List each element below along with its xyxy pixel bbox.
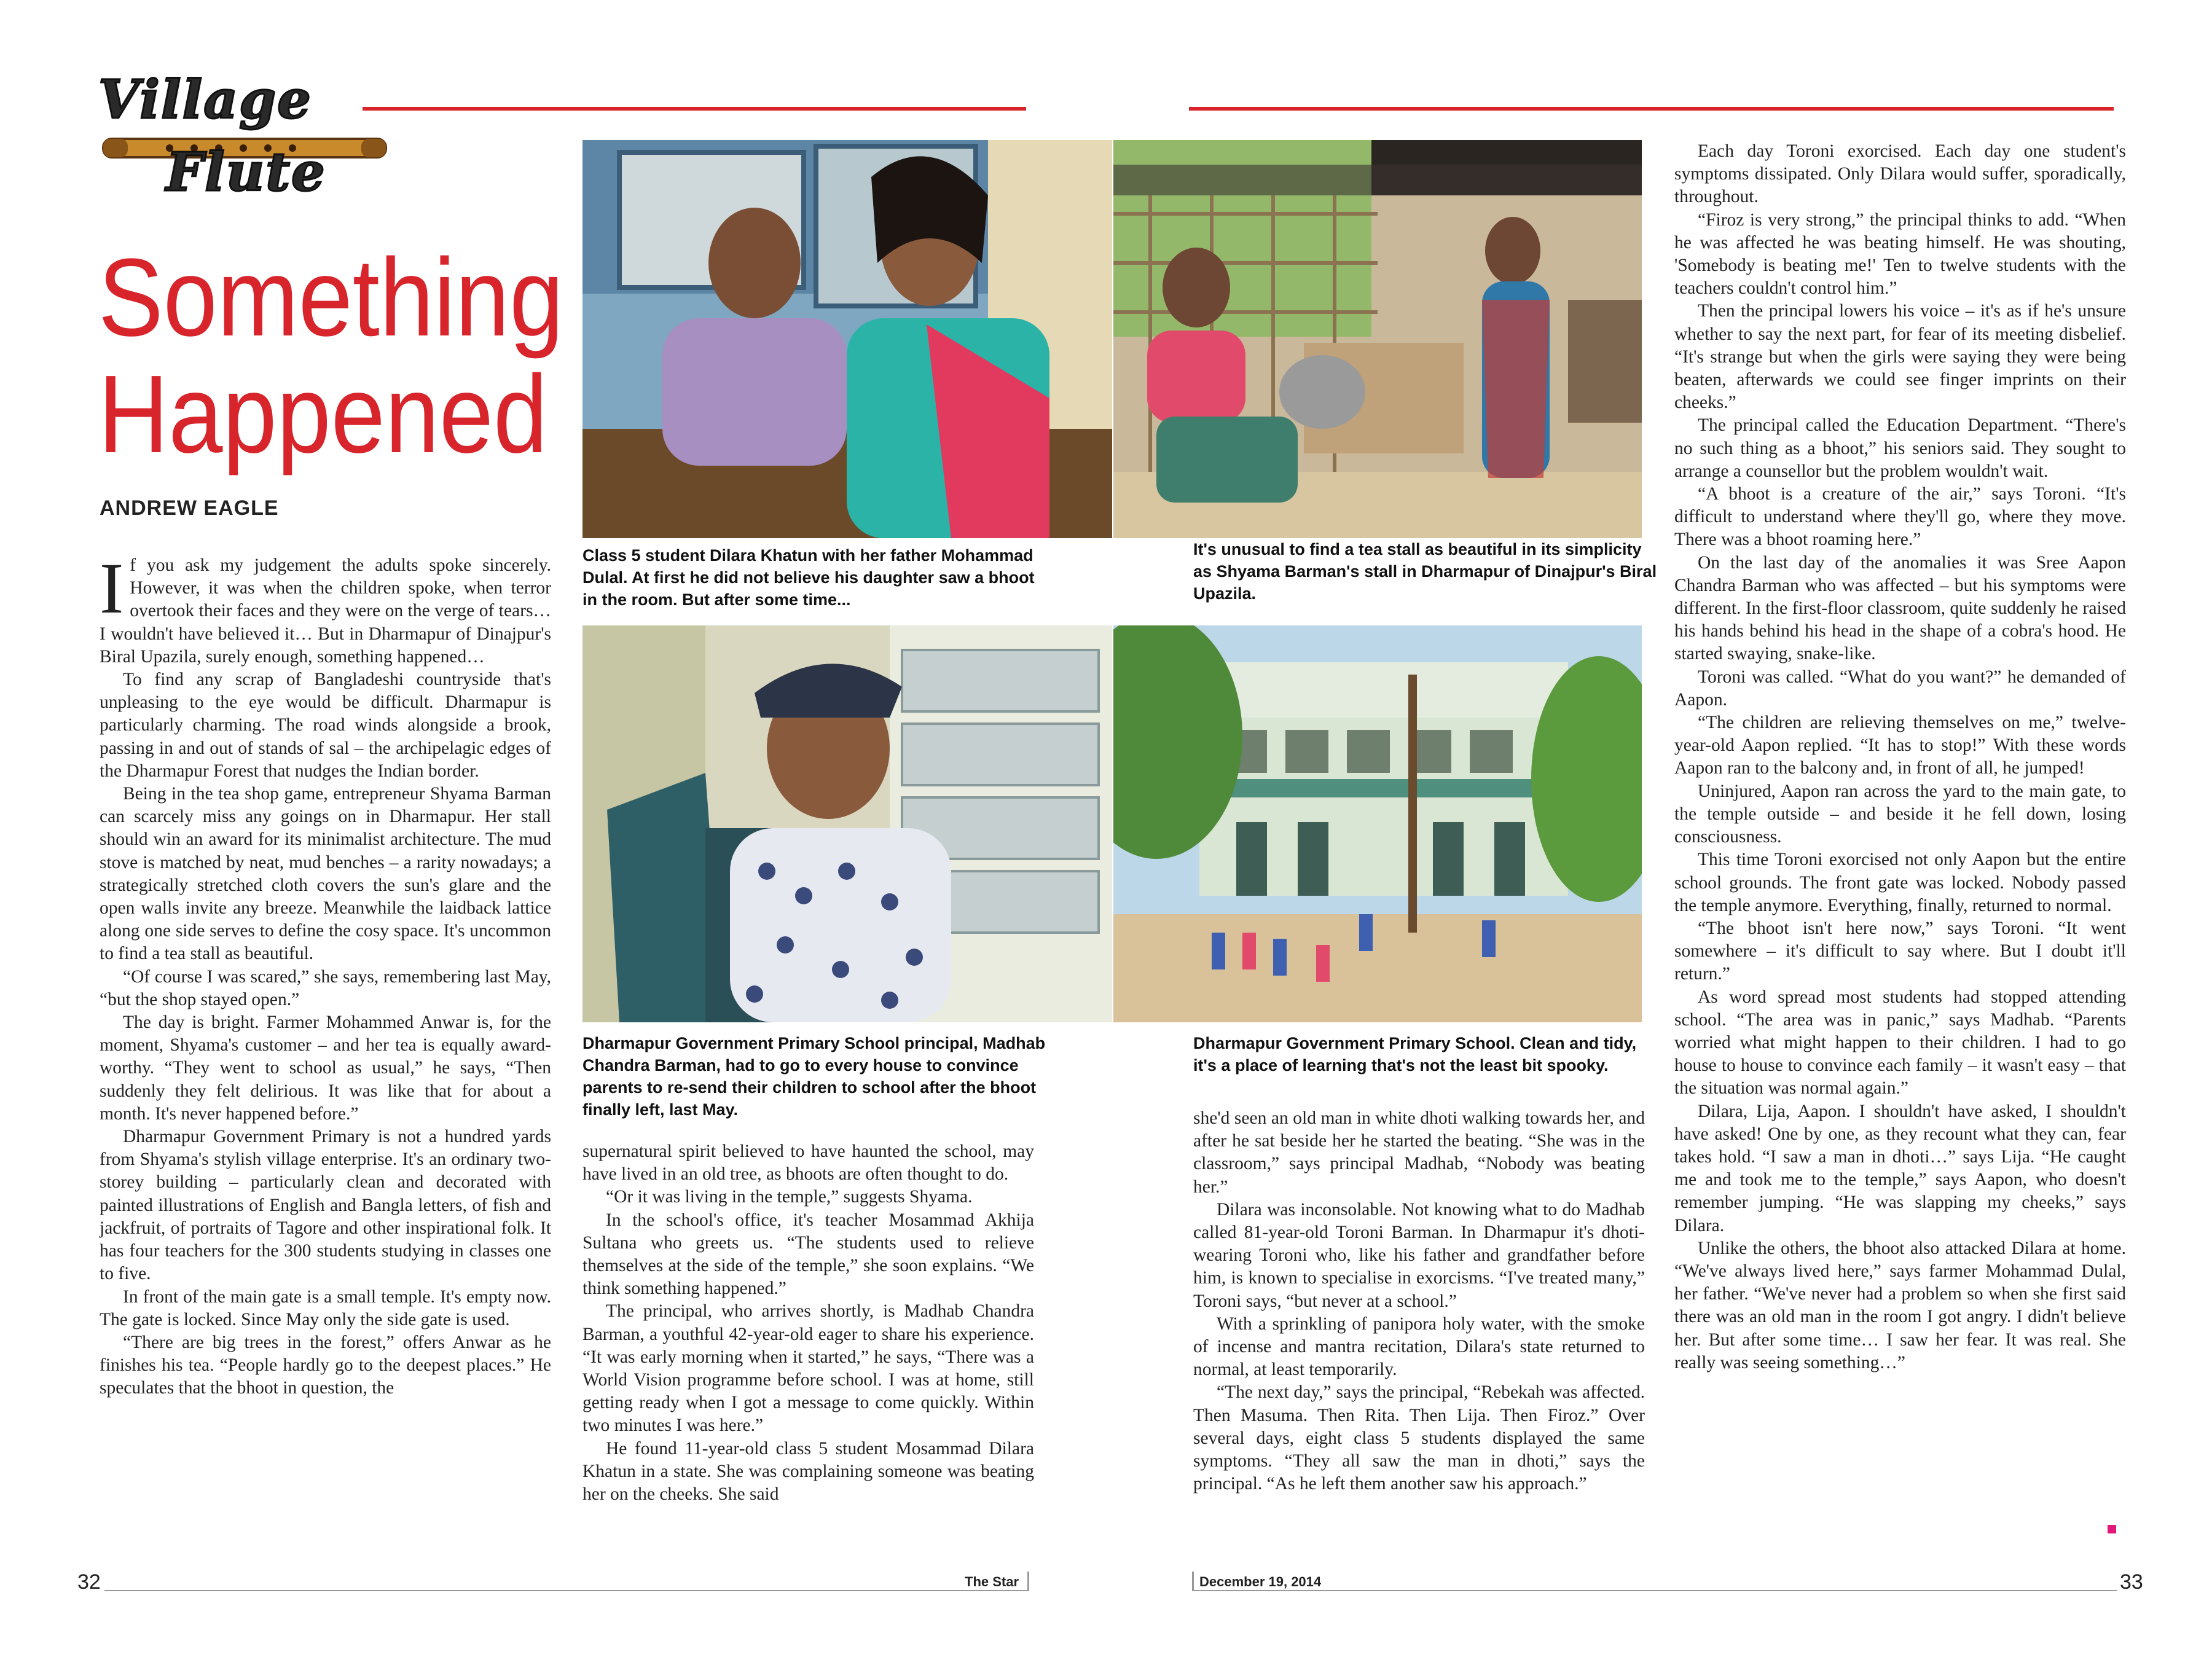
paragraph: “The children are relieving themselves on me,” twelve-year-old Aapon replied. “It has to stop!” With these words Aapon ran to the balcony and, in front of all, he jumped!	[1674, 713, 2126, 778]
footer-rule-left	[104, 1590, 1029, 1591]
footer-rule-right	[1192, 1590, 2117, 1591]
paragraph: “A bhoot is a creature of the air,” says Toroni. “It's difficult to understand where they'll go, where they move. There was a bhoot roaming here.”	[1674, 484, 2126, 550]
paragraph: As word spread most students had stopped attending school. “The area was in panic,” says Madhab. “Parents worried what might happen to their children. I had to go house to house to convince each family – it wasn't easy – that the situation was normal again.”	[1674, 987, 2126, 1098]
drop-cap: I	[100, 548, 124, 628]
byline: ANDREW EAGLE	[100, 496, 279, 520]
paragraph: If you ask my judgement the adults spoke sincerely. However, it was when the children spoke, when terror overtook their faces and they were on the verge of tears… I wouldn't have believed it… But in Dharmapur of Dinajpur's Biral Upazila, surely enough, something happened…	[100, 548, 551, 667]
photo-tea-stall	[1113, 140, 1642, 538]
magazine-name: The Star	[965, 1574, 1019, 1589]
headline-line1: Something	[98, 236, 564, 359]
page-number-right: 33	[2120, 1570, 2143, 1594]
end-mark-icon	[2108, 1525, 2116, 1533]
paragraph: “Or it was living in the temple,” suggests Shyama.	[606, 1187, 973, 1207]
paragraph: Dilara, Lija, Aapon. I shouldn't have asked, I shouldn't have asked! One by one, as they recount what they can, fear takes hold. “I saw a man in dhoti…” says Lija. “He caught me and took me to the temple,” says Aapon, who doesn't remember jumping. “He was slapping my cheeks,” says Dilara.	[1674, 1101, 2126, 1235]
paragraph: The principal called the Education Department. “There's no such thing as a bhoot,” his seniors said. They sought to arrange a counsellor but the problem wouldn't wait.	[1674, 415, 2126, 481]
header-rule-left	[363, 107, 1026, 111]
footer-tick-left	[1027, 1572, 1029, 1590]
logo-word-flute: Flute	[166, 141, 326, 203]
paragraph: Uninjured, Aapon ran across the yard to the main gate, to the temple outside – and beside it he fell down, losing consciousness.	[1674, 781, 2126, 847]
photo-principal	[582, 625, 1112, 1022]
paragraph: “There are big trees in the forest,” offers Anwar as he finishes his tea. “People hardly go to the deepest places.” He speculates that the bhoot in question, the	[100, 1332, 551, 1398]
column-3	[1193, 1107, 1645, 1495]
paragraph: “The bhoot isn't here now,” says Toroni. “It went somewhere – it's difficult to say where. But I doubt it'll return.”	[1674, 918, 2126, 984]
column-4	[1674, 140, 2126, 1374]
paragraph: He found 11-year-old class 5 student Mosammad Dilara Khatun in a state. She was complaining someone was beating her on the cheeks. She said	[582, 1438, 1034, 1505]
footer-tick-right	[1192, 1572, 1194, 1590]
page-number-left: 32	[77, 1570, 101, 1594]
column-1	[100, 548, 551, 1400]
section-logo	[98, 69, 387, 203]
paragraph: Being in the tea shop game, entrepreneur Shyama Barman can scarcely miss any goings on in Dharmapur. Her stall should win an award for its minimalist architecture. The mud stove is matched by neat, mud benches – a rarity nowadays; a strategically stretched cloth covers the sun's glare and the open walls invite any breeze. Meanwhile the laidback lattice along one side serves to define the cosy space. It's uncommon to find a tea stall as beautiful.	[100, 784, 551, 964]
paragraph: The principal, who arrives shortly, is Madhab Chandra Barman, a youthful 42-year-old eager to share his experience. “It was early morning when it started,” he says, “There was a World Vision programme before school. I was at home, still getting ready when I got a message to come quickly. Within two minutes I was here.”	[582, 1301, 1034, 1436]
paragraph: she'd seen an old man in white dhoti walking towards her, and after he sat beside her he started the beating. “She was in the classroom,” says principal Madhab, “Nobody was beating her.”	[1193, 1108, 1645, 1197]
caption-photo-3: Dharmapur Government Primary School principal, Madhab Chandra Barman, had to go to every house to convince parents to re-send their children to school after the bhoot finally left, last May.	[582, 1034, 1046, 1119]
paragraph: The day is bright. Farmer Mohammed Anwar is, for the moment, Shyama's customer – and her tea is equally award-worthy. “They went to school as usual,” he says, “Then suddenly they felt delirious. It was like that for about a month. It's never happened before.”	[100, 1012, 551, 1124]
column-2	[582, 1140, 1034, 1506]
issue-date: December 19, 2014	[1199, 1574, 1322, 1589]
photo-dilara-and-father	[582, 140, 1112, 538]
paragraph: “Firoz is very strong,” the principal thinks to add. “When he was affected he was beating himself. He was shouting, 'Somebody is beating me!' Ten to twelve students with the teachers couldn't control him.”	[1674, 210, 2126, 299]
paragraph: In front of the main gate is a small temple. It's empty now. The gate is locked. Since May only the side gate is used.	[100, 1286, 551, 1329]
paragraph: Toroni was called. “What do you want?” he demanded of Aapon.	[1674, 667, 2126, 710]
headline	[98, 236, 564, 476]
caption-photo-4: Dharmapur Government Primary School. Clean and tidy, it's a place of learning that's not the least bit spooky.	[1193, 1034, 1637, 1075]
paragraph: “Of course I was scared,” she says, remembering last May, “but the shop stayed open.”	[100, 966, 551, 1009]
logo-word-village: Village	[98, 69, 312, 131]
paragraph: Unlike the others, the bhoot also attacked Dilara at home. “We've always lived here,” says farmer Mohammad Dulal, her father. “We've never had a problem so when she first said there was an old man in the room I got angry. I didn't believe her. But after some time… I saw her fear. It was real. She really was seeing something…”	[1674, 1238, 2126, 1373]
paragraph: This time Toroni exorcised not only Aapon but the entire school grounds. The front gate was locked. Nobody passed the temple anymore. Everything, finally, returned to normal.	[1674, 850, 2126, 915]
photo-school-building	[1113, 625, 1642, 1022]
paragraph: Dilara was inconsolable. Not knowing what to do Madhab called 81-year-old Toroni Barman. In Dharmapur it's dhoti-wearing Toroni who, like his father and grandfather before him, is known to specialise in exorcisms. “I've treated many,” Toroni says, “but never at a school.”	[1193, 1199, 1645, 1311]
paragraph: With a sprinkling of panipora holy water, with the smoke of incense and mantra recitation, Dilara's state returned to normal, at least temporarily.	[1193, 1314, 1645, 1380]
paragraph: “The next day,” says the principal, “Rebekah was affected. Then Masuma. Then Rita. Then Lija. Then Firoz.” Over several days, eight class 5 students displayed the same symptoms. “They all saw the man in dhoti,” says the principal. “As he left them another saw his approach.”	[1193, 1382, 1645, 1494]
paragraph: Each day Toroni exorcised. Each day one student's symptoms dissipated. Only Dilara would suffer, sporadically, throughout.	[1674, 141, 2126, 207]
paragraph: On the last day of the anomalies it was Sree Aapon Chandra Barman who was affected – but his symptoms were different. In the first-floor classroom, quite suddenly he raised his hands behind his head in the shape of a cobra's hood. He started swaying, snake-like.	[1674, 552, 2126, 664]
paragraph: Dharmapur Government Primary is not a hundred yards from Shyama's stylish village enterprise. It's an ordinary two-storey building – particularly clean and decorated with painted illustrations of English and Bangla letters, of fish and jackfruit, of portraits of Tagore and other inspirational folk. It has four teachers for the 300 students studying in classes one to five.	[100, 1127, 551, 1284]
paragraph: To find any scrap of Bangladeshi countryside that's unpleasing to the eye would be difficult. Dharmapur is particularly charming. The road winds alongside a brook, passing in and out of stands of sal – the archipelagic edges of the Dharmapur Forest that nudges the Indian border.	[100, 670, 551, 781]
paragraph: supernatural spirit believed to have haunted the school, may have lived in an old tree, as bhoots are often thought to do.	[582, 1141, 1034, 1185]
paragraph: In the school's office, it's teacher Mosammad Akhija Sultana who greets us. “The students used to relieve themselves at the side of the temple,” she soon explains. “We think something happened.”	[582, 1210, 1034, 1299]
headline-line2: Happened	[98, 353, 548, 476]
caption-photo-1: Class 5 student Dilara Khatun with her father Mohammad Dulal. At first he did not believe his daughter saw a bhoot in the room. But after some time...	[582, 546, 1035, 609]
paragraph: Then the principal lowers his voice – it's as if he's unsure whether to say the next part, for fear of its meeting disbelief. “It's strange but when the girls were saying they were being beaten, afterwards we could see finger imprints on their cheeks.”	[1674, 301, 2126, 413]
caption-photo-2: It's unusual to find a tea stall as beautiful in its simplicity as Shyama Barman's stall in Dharmapur of Dinajpur's Biral Upazila.	[1193, 540, 1657, 603]
header-rule-right	[1189, 107, 2114, 111]
